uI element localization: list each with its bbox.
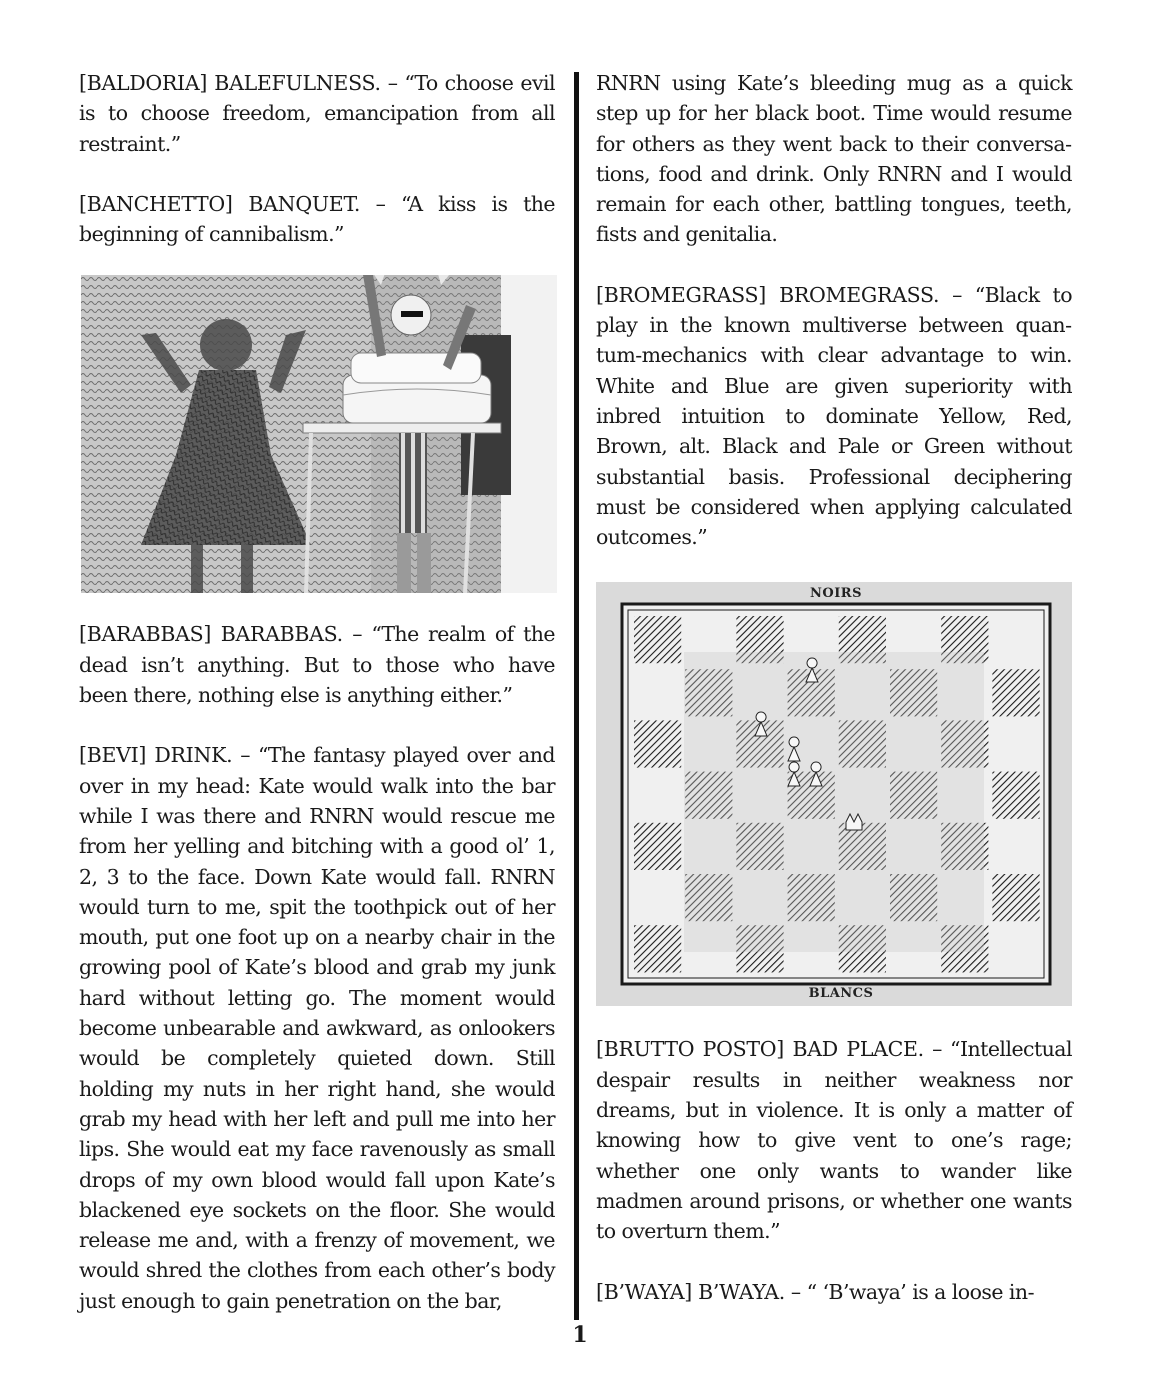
entry-term: [B’WAYA] B’WAYA. xyxy=(596,1279,785,1304)
column-divider xyxy=(574,72,579,1320)
entry-banchetto xyxy=(79,189,555,250)
right-column xyxy=(596,68,1072,1337)
entry-term: [BRUTTO POSTO] BAD PLACE. xyxy=(596,1037,924,1062)
entry-text: – “Intellectual despair results in neither weakness nor dreams, but in violence. It is only a matter of knowing how to give vent to one’s rage; whether one only wants to wander like madmen around prisons, or whether one wants to overturn them.” xyxy=(596,1037,1072,1244)
dark-square xyxy=(634,721,681,768)
entry-text: – “A kiss is the beginning of cannibalism.” xyxy=(79,191,555,247)
dark-square xyxy=(634,616,681,663)
entry-text: – “Black to play in the known multiverse between quantum-mechanics with clear advantage to win. White and Blue are given superiority with inbred intuition to dominate Yellow, Red, Brown, alt. Black and Pale or Green without substantial basis. Professional deciphering must be considered when applying calculated outcomes.” xyxy=(596,282,1072,550)
page-number: 1 xyxy=(572,1322,588,1348)
dark-square xyxy=(992,670,1039,717)
entry-term: [BROMEGRASS] BROMEGRASS. xyxy=(596,282,940,307)
dark-square xyxy=(634,926,681,973)
dark-square xyxy=(992,874,1039,921)
chessboard-figure xyxy=(596,582,1072,1006)
entry-bwaya xyxy=(596,1277,1072,1307)
left-column xyxy=(79,68,555,1346)
entry-term: [BEVI] DRINK. xyxy=(79,743,233,768)
banquet-photo xyxy=(81,275,557,593)
entry-term: [BANCHETTO] BANQUET. xyxy=(79,191,361,216)
entry-bevi xyxy=(79,740,555,1316)
dark-square xyxy=(634,823,681,870)
chessboard-top-label: NOIRS xyxy=(810,586,862,602)
entry-text: – “ ‘B’waya’ is a loose in- xyxy=(784,1279,1034,1304)
entry-bevi-continued: RNRN using Kate’s bleeding mug as a quick step up for her black boot. Time would resume for others as they went back to their conversations, food and drink. Only RNRN and I would remain for each other, battling tongues, teeth, fists and genitalia. xyxy=(596,71,1072,247)
chessboard-bottom-label: BLANCS xyxy=(808,986,874,1002)
entry-term: [BARABBAS] BARABBAS. xyxy=(79,622,343,647)
dark-square xyxy=(992,772,1039,819)
entry-baldoria xyxy=(79,68,555,159)
entry-bromegrass xyxy=(596,280,1072,553)
entry-term: [BALDORIA] BALEFULNESS. xyxy=(79,71,381,95)
entry-text: – “To choose evil is to choose freedom, emancipation from all restraint.” xyxy=(79,71,555,156)
entry-text: – “The realm of the dead isn’t anything. But to those who have been there, nothing else is anything either.” xyxy=(79,622,555,708)
entry-brutto-posto xyxy=(596,1034,1072,1246)
entry-text: – “The fantasy played over and over in my head: Kate would walk into the bar while I was there and RNRN would rescue me from her yelling and bitching with a good ol’ 1, 2, 3 to the face. Down Kate would fall. RNRN would turn to me, spit the toothpick out of her mouth, put one foot up on a nearby chair in the growing pool of Kate’s blood and grab my junk hard without letting go. The moment would become unbearable and awkward, as onlookers would be completely quieted down. Still holding my nuts in her right hand, she would grab my head with her left and pull me into her lips. She would eat my face ravenously as small drops of my own blood would fall upon Kate’s blackened eye sockets on the floor. She would release me and, with a frenzy of movement, we would shred the clothes from each other’s body just enough to gain penetration on the bar, xyxy=(79,743,555,1313)
entry-barabbas xyxy=(79,619,555,710)
